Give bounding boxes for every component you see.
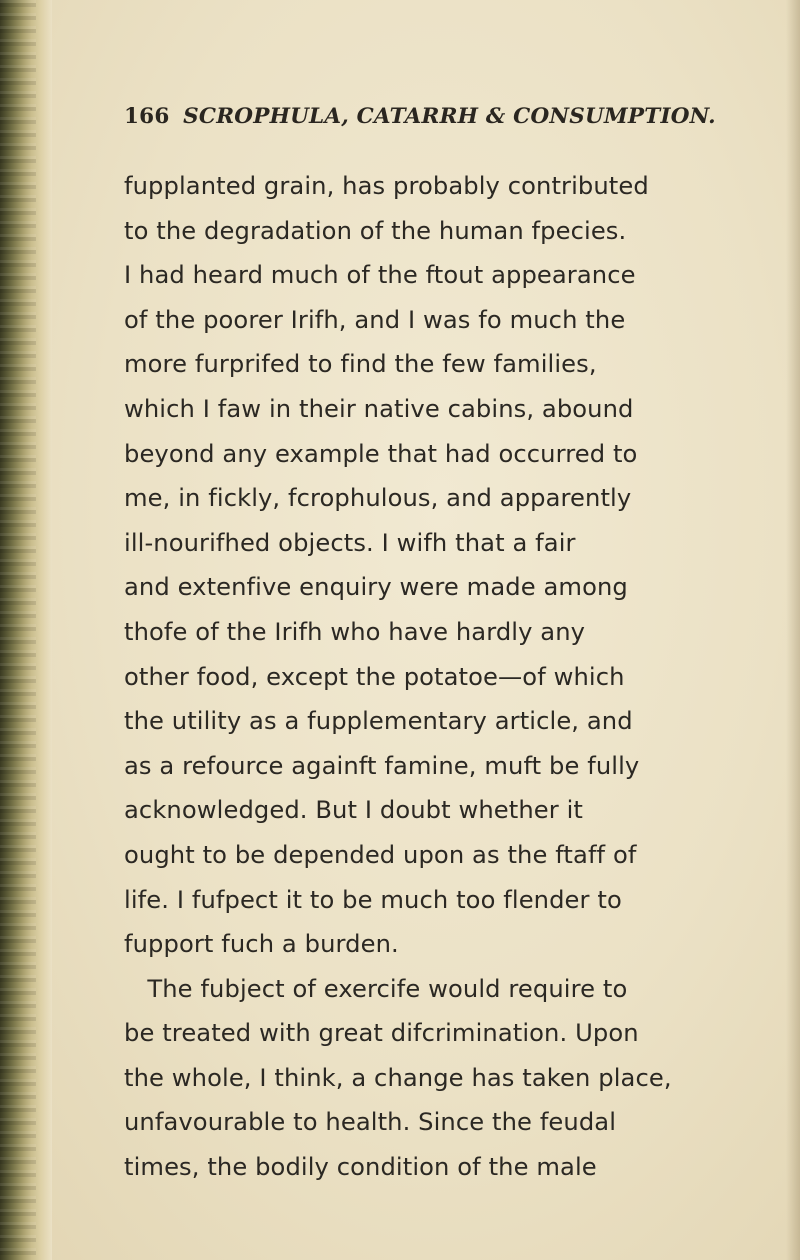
running-title: SCROPHULA, CATARRH & CONSUMPTION. [183,104,716,129]
spine-texture [0,0,36,1260]
text-line: unfavourable to health. Since the feudal [124,1108,617,1137]
text-line: fupport fuch a burden. [124,930,399,959]
text-line: to the degradation of the human fpecies. [124,216,627,245]
text-line: me, in fickly, fcrophulous, and apparently [124,484,632,513]
text-line: as a refource againft famine, muft be fully [124,751,640,780]
text-line: life. I fufpect it to be much too flender to [124,885,622,914]
text-line: the whole, I think, a change has taken place, [124,1063,672,1092]
text-line: other food, except the potatoe—of which [124,662,625,691]
text-line: beyond any example that had occurred to [124,439,638,468]
page-number: 166 [124,104,170,129]
page-edge-shadow [786,0,800,1260]
body-text [124,164,724,1190]
text-line: which I faw in their native cabins, abound [124,394,634,423]
text-line: I had heard much of the ftout appearance [124,261,636,290]
text-line: The fubject of exercife would require to [124,974,628,1003]
text-line: and extenfive enquiry were made among [124,573,628,602]
text-line: times, the bodily condition of the male [124,1153,597,1182]
text-line: more furprifed to find the few families, [124,350,597,379]
text-line: of the poorer Irifh, and I was fo much the [124,305,626,334]
running-head [124,104,714,129]
text-line: ought to be depended upon as the ftaff of [124,840,637,869]
text-line: acknowledged. But I doubt whether it [124,796,584,825]
text-line: ill-nourifhed objects. I wifh that a fair [124,528,576,557]
text-line: fupplanted grain, has probably contributed [124,172,649,200]
text-line: thofe of the Irifh who have hardly any [124,617,586,646]
text-line: the utility as a fupplementary article, and [124,707,633,736]
book-spine-shadow [0,0,52,1260]
text-line: be treated with great difcrimination. Upon [124,1019,639,1048]
